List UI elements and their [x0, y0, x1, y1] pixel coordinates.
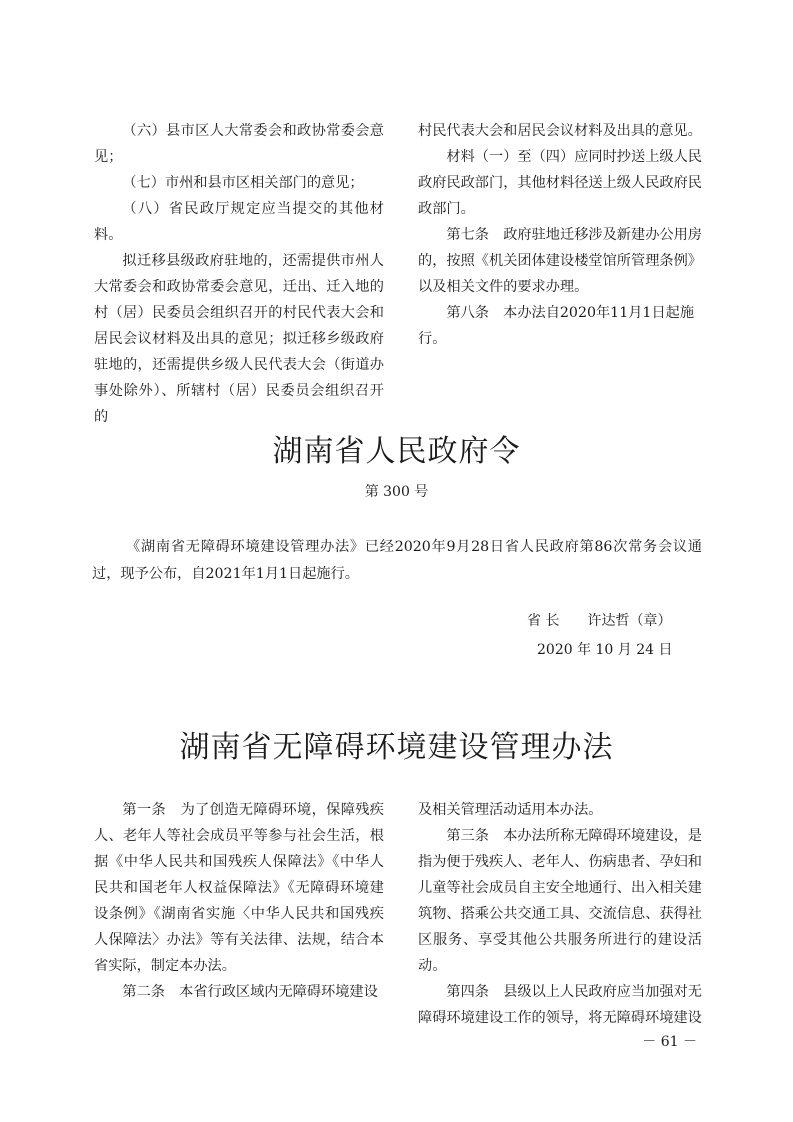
paragraph: 第三条 本办法所称无障碍环境建设，是指为便于残疾人、老年人、伤病患者、孕妇和儿童等社会成员自主安全地通行、出入相关建筑物、搭乘公共交通工具、交流信息、获得社区服务、享受其他公共服务所进行的建设活动。 — [418, 828, 702, 974]
paragraph: 第七条 政府驻地迁移涉及新建办公用房的，按照《机关团体建设楼堂馆所管理条例》以及相关文件的要求办理。 — [418, 227, 702, 295]
decree-body — [92, 534, 702, 588]
paragraph: 第二条 本省行政区域内无障碍环境建设 — [122, 984, 378, 1000]
top-right-column — [418, 118, 702, 352]
decree-number: 第 300 号 — [364, 484, 429, 500]
decree-signer: 省 长 许达哲（章） — [527, 613, 672, 629]
paragraph: （七）市州和县市区相关部门的意见； — [122, 175, 364, 191]
paragraph: 及相关管理活动适用本办法。 — [418, 802, 603, 818]
regulation-left-column — [94, 797, 384, 1005]
paragraph: （六）县市区人大常委会和政协常委会意见； — [94, 123, 384, 165]
page-number: － 61 － — [642, 1034, 697, 1050]
paragraph: 村民代表大会和居民会议材料及出具的意见。 — [418, 123, 702, 139]
paragraph: 材料（一）至（四）应同时抄送上级人民政府民政部门，其他材料径送上级人民政府民政部门。 — [418, 149, 702, 217]
paragraph: （八）省民政厅规定应当提交的其他材料。 — [94, 201, 384, 243]
paragraph: 第八条 本办法自2020年11月1日起施行。 — [418, 305, 695, 347]
regulation-title: 湖南省无障碍环境建设管理办法 — [179, 730, 614, 765]
regulation-right-column — [418, 797, 702, 1031]
top-left-column — [94, 118, 384, 430]
paragraph: 拟迁移县级政府驻地的，还需提供市州人大常委会和政协常委会意见，迁出、迁入地的村（居）民委员会组织召开的村民代表大会和居民会议材料及出具的意见；拟迁移乡级政府驻地的，还需提供乡级人民代表大会（街道办事处除外）、所辖村（居）民委员会组织召开的 — [94, 253, 384, 425]
paragraph: 《湖南省无障碍环境建设管理办法》已经2020年9月28日省人民政府第86次常务会议通过，现予公布，自2021年1月1日起施行。 — [92, 539, 702, 582]
paragraph: 第四条 县级以上人民政府应当加强对无障碍环境建设工作的领导，将无障碍环境建设 — [418, 984, 702, 1026]
decree-date: 2020 年 10 月 24 日 — [537, 642, 673, 658]
paragraph: 第一条 为了创造无障碍环境，保障残疾人、老年人等社会成员平等参与社会生活，根据《中华人民共和国残疾人保障法》《中华人民共和国老年人权益保障法》《无障碍环境建设条例》《湖南省实施〈中华人民共和国残疾人保障法〉办法》等有关法律、法规，结合本省实际，制定本办法。 — [94, 802, 384, 974]
decree-title: 湖南省人民政府令 — [272, 434, 521, 469]
